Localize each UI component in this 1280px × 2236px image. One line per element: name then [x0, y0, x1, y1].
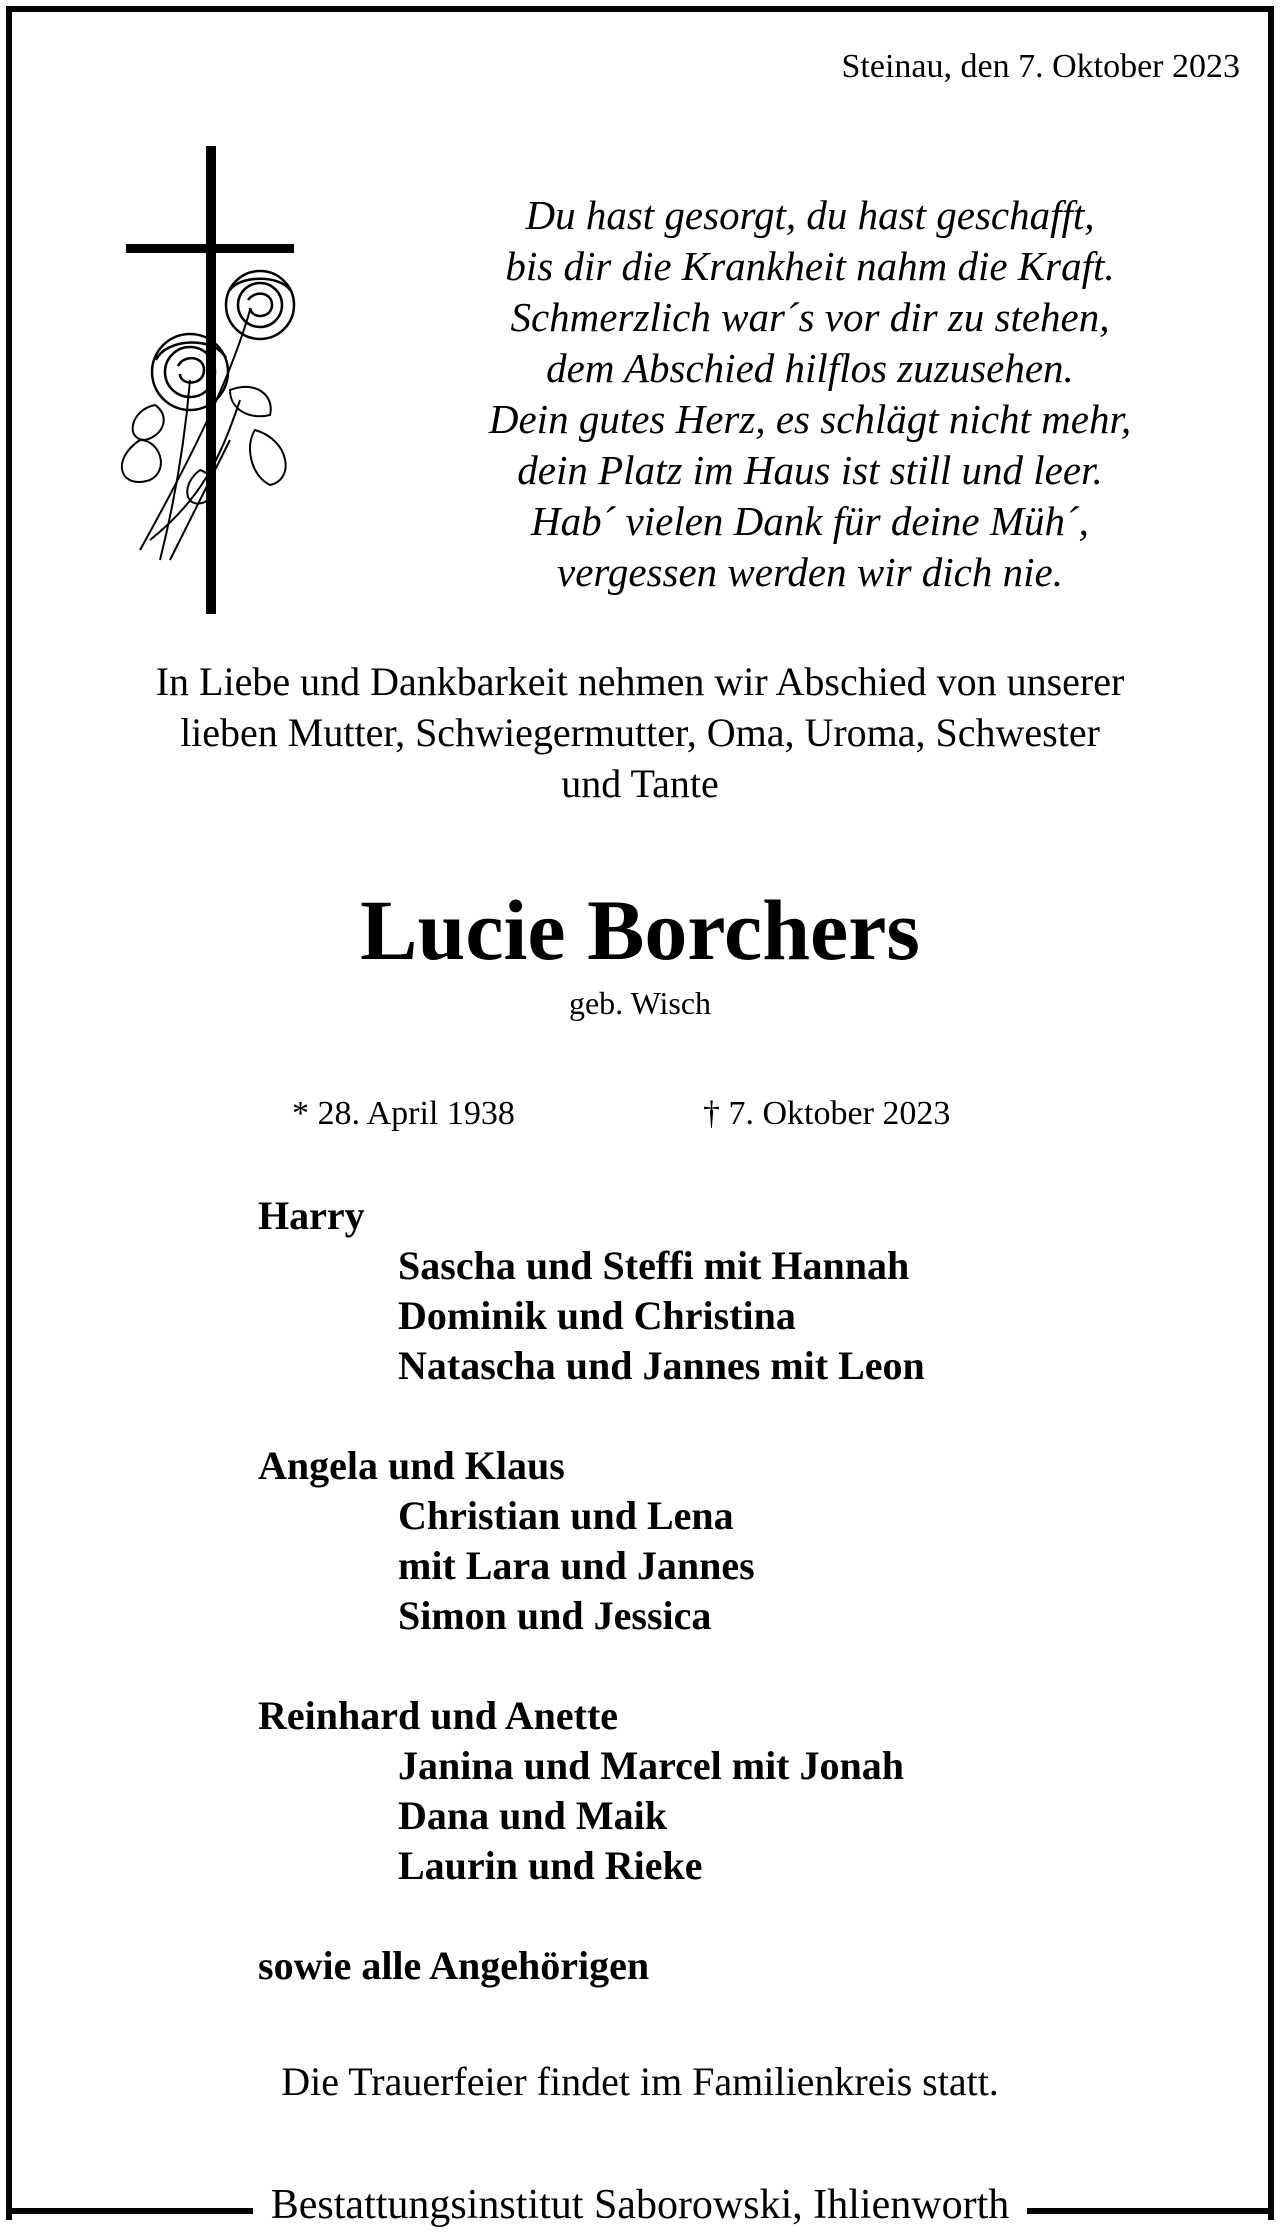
- family-group-head: Harry: [258, 1193, 365, 1238]
- place-date: Steinau, den 7. Oktober 2023: [841, 48, 1240, 85]
- other-relatives: sowie alle Angehörigen: [258, 1943, 650, 1988]
- poem-line: Hab´ vielen Dank für deine Müh´,: [531, 498, 1089, 544]
- family-member: Natascha und Jannes mit Leon: [398, 1343, 925, 1388]
- family-member: mit Lara und Jannes: [398, 1543, 755, 1588]
- family-group-head: Angela und Klaus: [258, 1443, 565, 1488]
- poem-line: dem Abschied hilflos zuzusehen.: [546, 345, 1074, 391]
- family-member: Dominik und Christina: [398, 1293, 796, 1338]
- family-group-head: Reinhard und Anette: [258, 1693, 619, 1738]
- family-member: Sascha und Steffi mit Hannah: [398, 1243, 910, 1288]
- family-member: Janina und Marcel mit Jonah: [398, 1743, 904, 1788]
- birth-date: * 28. April 1938: [292, 1095, 515, 1132]
- family-group: [258, 1191, 925, 1391]
- mourners-list: [258, 1191, 925, 1991]
- family-member: Laurin und Rieke: [398, 1843, 703, 1888]
- poem-line: Schmerzlich war´s vor dir zu stehen,: [510, 294, 1110, 340]
- cross-with-roses-icon: [80, 140, 320, 620]
- family-group: [258, 1691, 925, 1891]
- maiden-name: geb. Wisch: [568, 985, 712, 1021]
- poem-line: vergessen werden wir dich nie.: [557, 549, 1063, 595]
- family-group-members: [258, 1491, 925, 1641]
- intro-line: In Liebe und Dankbarkeit nehmen wir Abschied von unserer: [155, 659, 1125, 704]
- undertaker-name: Bestattungsinstitut Saborowski, Ihlienworth: [253, 2174, 1027, 2236]
- death-date: † 7. Oktober 2023: [703, 1095, 951, 1132]
- intro-text: [20, 656, 1260, 809]
- undertaker-footer: [0, 2174, 1280, 2236]
- family-group: [258, 1441, 925, 1641]
- poem-line: bis dir die Krankheit nahm die Kraft.: [505, 243, 1115, 289]
- poem-line: dein Platz im Haus ist still und leer.: [517, 447, 1103, 493]
- family-member: Simon und Jessica: [398, 1593, 712, 1638]
- poem-line: Dein gutes Herz, es schlägt nicht mehr,: [488, 396, 1132, 442]
- poem-line: Du hast gesorgt, du hast geschafft,: [525, 192, 1095, 238]
- intro-line: und Tante: [561, 761, 719, 806]
- family-group-members: [258, 1741, 925, 1891]
- poem: [400, 190, 1220, 598]
- family-member: Christian und Lena: [398, 1493, 734, 1538]
- intro-line: lieben Mutter, Schwiegermutter, Oma, Uroma, Schwester: [180, 710, 1100, 755]
- ceremony-note: Die Trauerfeier findet im Familienkreis statt.: [281, 2059, 999, 2104]
- family-group-members: [258, 1241, 925, 1391]
- family-member: Dana und Maik: [398, 1793, 667, 1838]
- deceased-name: Lucie Borchers: [360, 882, 920, 978]
